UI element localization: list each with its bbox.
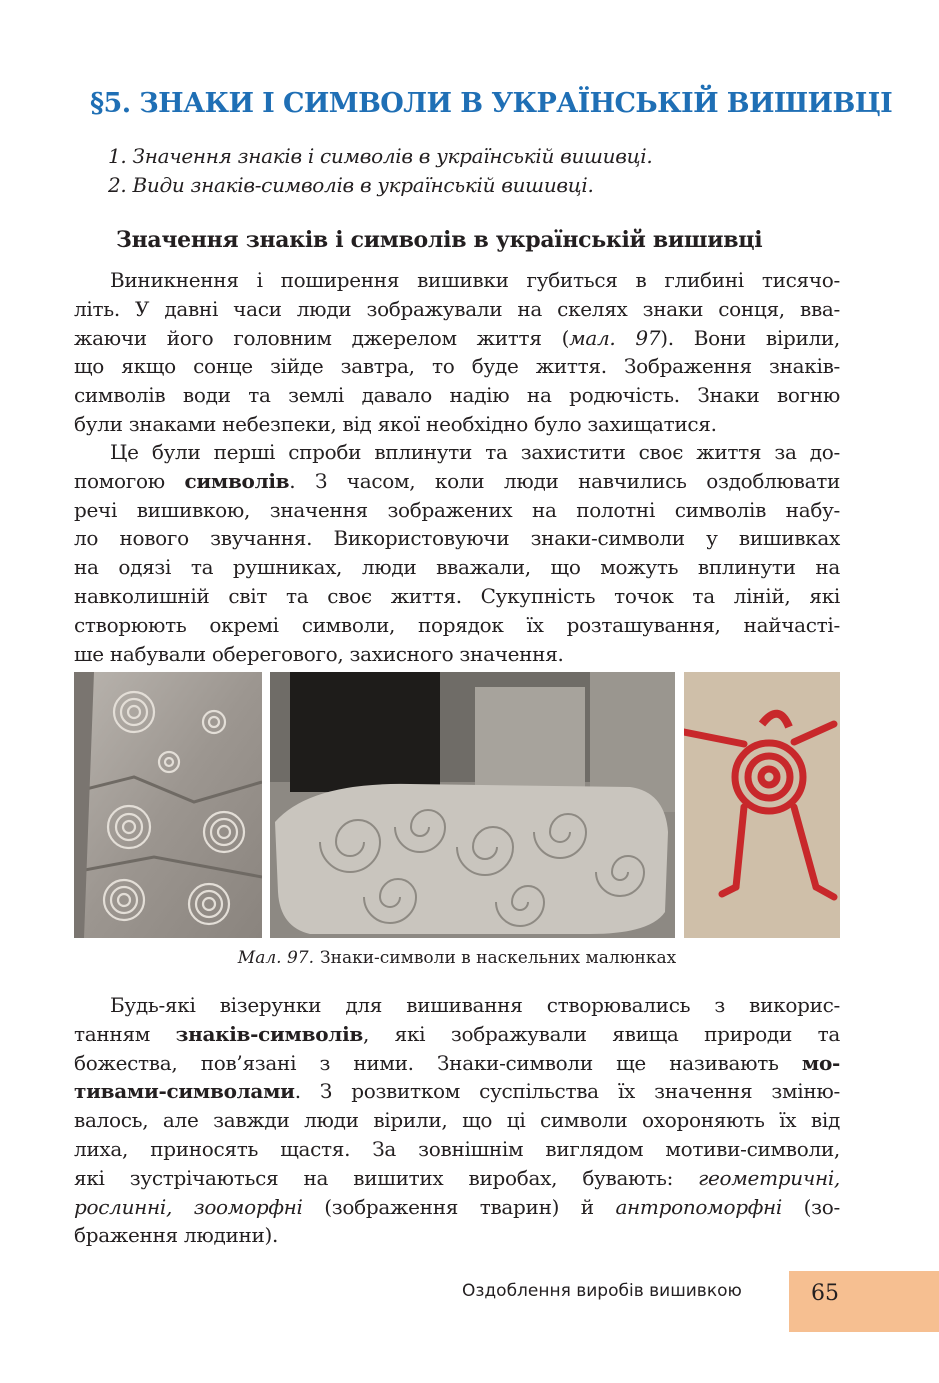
term-italic: антропоморфні	[615, 1194, 783, 1219]
paragraph-1	[74, 266, 840, 439]
caption-text: Знаки-символи в наскельних малюнках	[320, 948, 677, 968]
key-term: символів	[184, 468, 290, 493]
key-term: мо-	[801, 1050, 840, 1075]
text-line: ло нового звучання. Використовуючи знаки-символи у вишивках	[74, 526, 840, 551]
term-italic: геометричні,	[698, 1165, 840, 1190]
text-line: створюють окремі символи, порядок їх розташування, найчасті-	[74, 612, 840, 637]
text-line: Виникнення і поширення вишивки губиться в глибині тисячо-	[110, 268, 840, 292]
text-line: рослинні, зооморфні (зображення тварин) й антропоморфні (зо-	[74, 1194, 840, 1219]
figure-reference: мал. 97	[569, 325, 661, 350]
text-line: були знаками небезпеки, від якої необхідно було захищатися.	[74, 411, 717, 436]
text-line: браження людини).	[74, 1223, 279, 1248]
text-line: божества, пов’язані з ними. Знаки-символи ще називають мо-	[74, 1050, 840, 1075]
paragraph-2	[74, 438, 840, 668]
plan-item-1: 1. Значення знаків і символів в українській вишивці.	[108, 144, 653, 168]
text-line: Це були перші спроби вплинути та захистити своє життя за до-	[110, 440, 840, 464]
page-number: 65	[811, 1281, 839, 1306]
section-heading: Значення знаків і символів в українській вишивці	[116, 227, 763, 253]
chapter-title: §5. ЗНАКИ І СИМВОЛИ В УКРАЇНСЬКІЙ ВИШИВЦІ	[90, 88, 893, 119]
figure-caption	[74, 948, 840, 968]
text-line: валось, але завжди люди вірили, що ці символи охороняють їх від	[74, 1108, 840, 1133]
text-line: які зустрічаються на вишитих виробах, бувають: геометричні,	[74, 1165, 840, 1190]
paragraph-3	[74, 991, 840, 1250]
text-line: що якщо сонце зійде завтра, то буде життя. Зображення знаків-	[74, 354, 840, 379]
key-term: знаків-символів	[175, 1021, 363, 1046]
text-line: тивами-символами. З розвитком суспільства їх значення зміню-	[74, 1079, 840, 1104]
text-line: символів води та землі давало надію на родючість. Знаки вогню	[74, 383, 840, 408]
lesson-plan	[108, 142, 652, 200]
rock-spirals-photo	[74, 672, 262, 938]
carved-stone-photo	[270, 672, 675, 938]
text-line: Будь-які візерунки для вишивання створювались з викорис-	[110, 993, 840, 1017]
footer-section-name: Оздоблення виробів вишивкою	[462, 1281, 742, 1301]
red-petroglyph-photo	[684, 672, 840, 938]
plan-item-2: 2. Види знаків-символів в українській вишивці.	[108, 173, 594, 197]
key-term: тивами-символами	[74, 1079, 295, 1104]
text-line: помогою символів. З часом, коли люди навчились оздоблювати	[74, 468, 840, 493]
text-line: на одязі та рушниках, люди вважали, що можуть вплинути на	[74, 555, 840, 580]
figure-number: Мал. 97.	[237, 948, 315, 968]
page-number-box	[789, 1271, 939, 1332]
text-line: літь. У давні часи люди зображували на скелях знаки сонця, вва-	[74, 296, 840, 321]
term-italic: рослинні, зооморфні	[74, 1194, 303, 1219]
text-line: речі вишивкою, значення зображених на полотні символів набу-	[74, 497, 840, 522]
text-line: танням знаків-символів, які зображували явища природи та	[74, 1021, 840, 1046]
text-line: жаючи його головним джерелом життя (мал. 97). Вони вірили,	[74, 325, 840, 350]
text-line: лиха, приносять щастя. За зовнішнім виглядом мотиви-символи,	[74, 1136, 840, 1161]
text-line: ше набували оберегового, захисного значення.	[74, 641, 564, 666]
text-line: навколишній світ та своє життя. Сукупність точок та ліній, які	[74, 583, 840, 608]
